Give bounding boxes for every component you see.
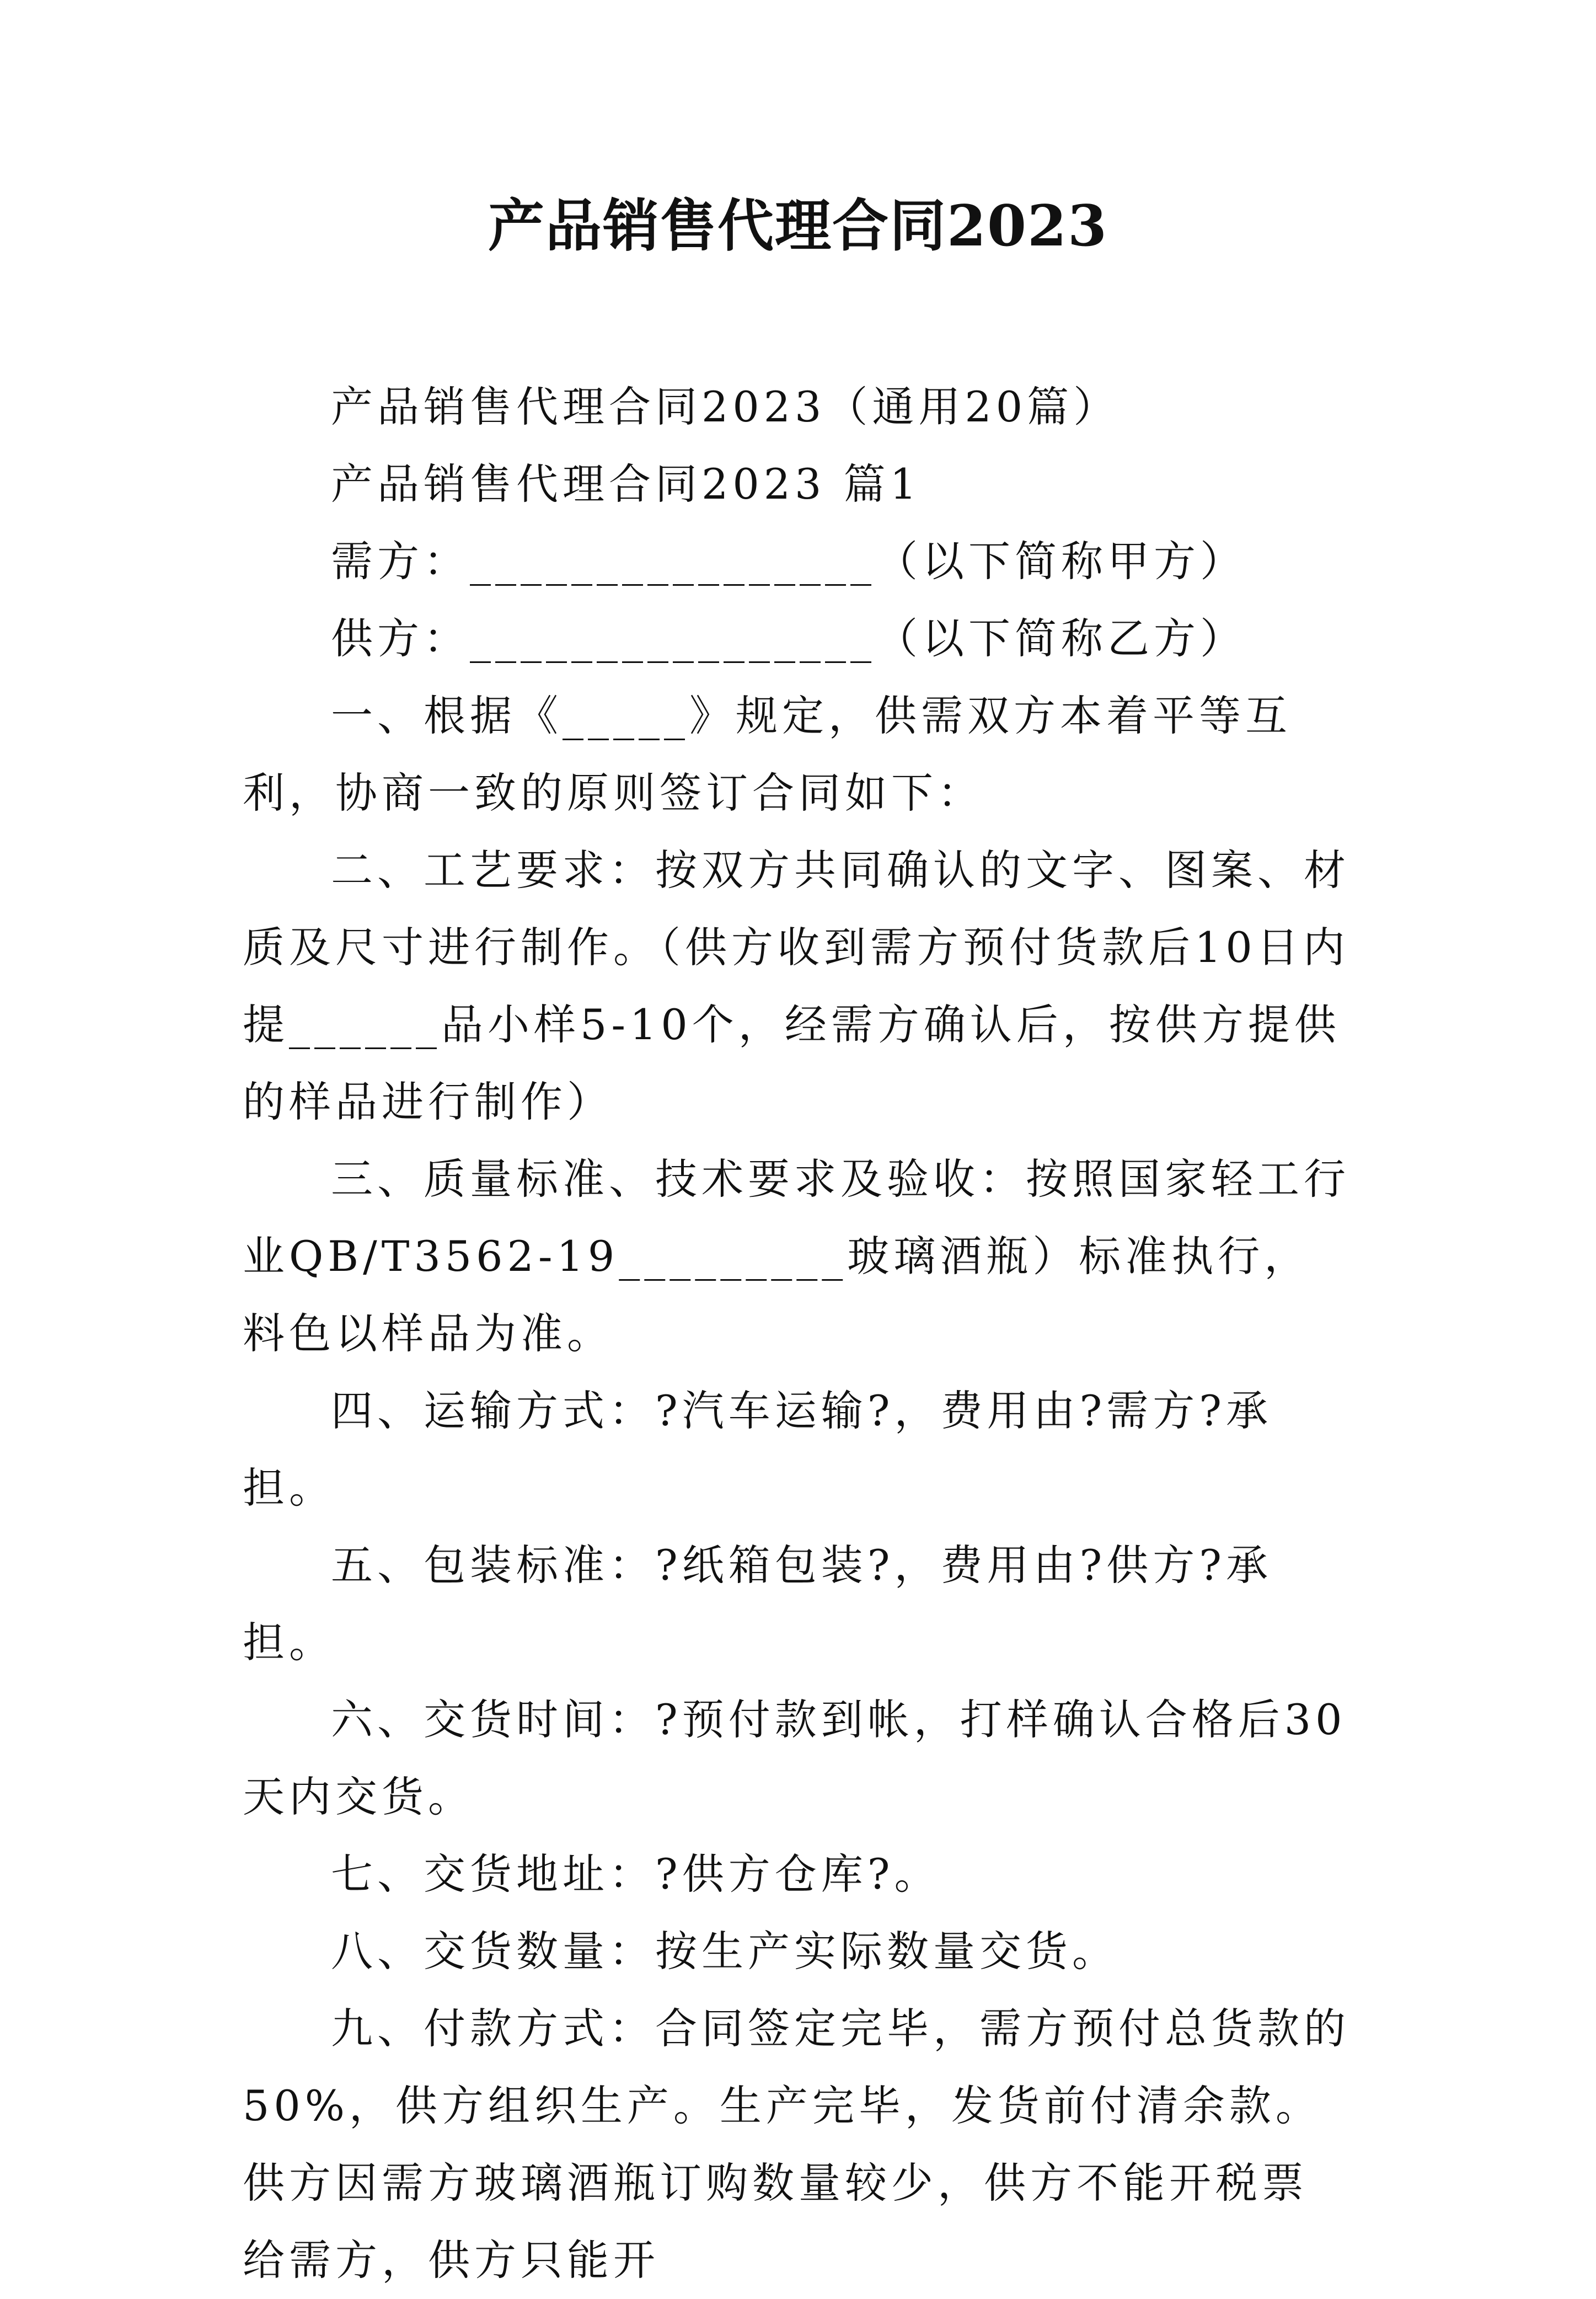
paragraph-buyer: 需方：________________（以下简称甲方） <box>331 537 1246 586</box>
paragraph-clause-8: 八、交货数量：按生产实际数量交货。 <box>331 1927 1118 1976</box>
paragraph-clause-5: 五、包装标准：?纸箱包装?，费用由?供方?承担。 <box>243 1541 1272 1667</box>
paragraph-clause-2: 二、工艺要求：按双方共同确认的文字、图案、材质及尺寸进行制作。（供方收到需方预付货款后10日内提______品小样5-10个，经需方确认后，按供方提供的样品进行制作） <box>243 846 1350 1126</box>
document-title: 产品销售代理合同2023 <box>488 193 1108 259</box>
paragraph-clause-4: 四、运输方式：?汽车运输?，费用由?需方?承担。 <box>243 1386 1272 1512</box>
paragraph-subtitle: 产品销售代理合同2023（通用20篇） <box>331 382 1120 431</box>
paragraph-clause-3: 三、质量标准、技术要求及验收：按照国家轻工行业QB/T3562-19_________玻璃酒瓶）标准执行，料色以样品为准。 <box>243 1154 1350 1358</box>
paragraph-clause-6: 六、交货时间：?预付款到帐，打样确认合格后30天内交货。 <box>243 1695 1347 1821</box>
paragraph-clause-9: 九、付款方式：合同签定完毕，需方预付总货款的50%，供方组织生产。生产完毕，发货前付清余款。供方因需方玻璃酒瓶订购数量较少，供方不能开税票给需方，供方只能开 <box>243 2004 1350 2285</box>
paragraph-clause-1: 一、根据《_____》规定，供需双方本着平等互利，协商一致的原则签订合同如下： <box>243 691 1292 817</box>
paragraph-supplier: 供方：________________（以下简称乙方） <box>331 614 1246 663</box>
paragraph-section-heading: 产品销售代理合同2023 篇1 <box>331 459 921 509</box>
document-body <box>243 368 1351 2299</box>
paragraph-clause-7: 七、交货地址：?供方仓库?。 <box>331 1849 941 1899</box>
